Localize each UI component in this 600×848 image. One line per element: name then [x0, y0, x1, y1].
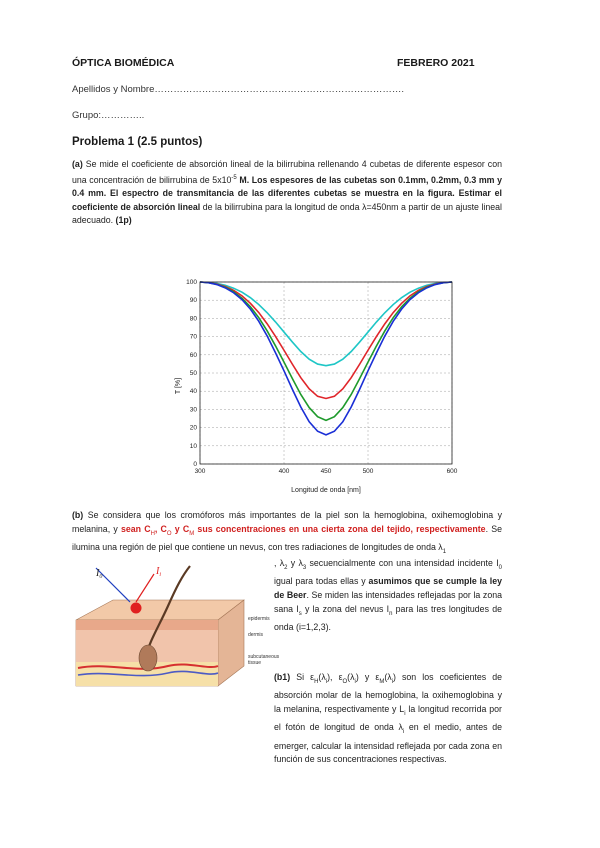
part-b1-side: (b1) Si $\varepsilon_H(\lambda_i)$, $\varepsilon_O(\lambda_i)$ y $\varepsilon_M(\lambda_i)$ son los coeficientes de absorción molar de la hemoglobina, la oxihemoglobina y la melanina, respectivamente y $L_i$ la longitud recorrida por el fotón de longitud de onda $\lambda_i$ en el medio, antes de emerger, calcular la intensidad reflejada por cada zona en función de sus concentraciones respectivas. [274, 672, 503, 765]
name-line[interactable]: Apellidos y Nombre……………………………………………………………………. [72, 84, 405, 95]
y-tick-label: 50 [189, 370, 197, 377]
x-tick-label: 450 [320, 468, 332, 475]
group-line[interactable]: Grupo:………….. [72, 110, 145, 121]
y-tick-label: 20 [189, 424, 197, 432]
x-tick-label: 400 [278, 468, 290, 475]
chart-grid [200, 282, 452, 464]
subcutaneous-label: subcutaneous [248, 654, 280, 660]
nevus-spot [131, 603, 142, 614]
chart-series [200, 282, 452, 435]
part-a-label: (a) [72, 159, 83, 169]
reflected-ray [136, 574, 154, 602]
y-tick-label: 0 [193, 461, 197, 468]
series-line-3 [200, 282, 452, 420]
part-b1-label: (b1) [274, 672, 291, 682]
x-axis-label: Longitud de onda [nm] [291, 487, 361, 494]
y-axis-label: T [%] [175, 377, 182, 395]
exam-date: FEBRERO 2021 [397, 57, 475, 69]
problem-title: Problema 1 (2.5 puntos) [72, 136, 203, 148]
series-line-4 [200, 282, 452, 435]
skin-diagram [68, 558, 280, 706]
part-b-side-text: , $\lambda_2$ y $\lambda_3$ secuencialmente con una intensidad incidente $I_0$ igual para todas ellas y asumimos que se cumple la ley de Beer. Se miden las intensidades reflejadas por la zona sana $I_s$ y la zona del nevus $I_n$ para las tres longitudes de onda (i=1,2,3). [274, 558, 502, 632]
transmittance-chart [170, 276, 460, 501]
x-tick-label: 600 [446, 468, 458, 475]
part-b-label: (b) [72, 510, 84, 520]
dermis-label: dermis [248, 632, 264, 638]
y-tick-label: 80 [189, 315, 197, 323]
y-tick-label: 10 [189, 442, 197, 450]
epidermis-layer [76, 620, 218, 630]
part-a-text: (a) Se mide el coeficiente de absorción lineal de la bilirrubina rellenando 4 cubetas de diferente espesor con una concentración de bilirrubina de $5x10^{-5}$ M. Los espesores de las cubetas son 0.1mm, 0.2mm, 0.3 mm y 0.4 mm. El espectro de transmitancia de las diferentes cubetas se muestra en la figura. Estimar el coeficiente de absorción lineal de la bilirrubina para la longitud de onda λ=450nm a partir de un ajuste lineal adecuado. (1p) [72, 159, 503, 226]
y-tick-label: 70 [189, 333, 197, 341]
course-title: ÓPTICA BIOMÉDICA [72, 57, 175, 69]
y-tick-label: 100 [186, 279, 197, 286]
part-a-points: (1p) [115, 215, 132, 226]
y-tick-label: 90 [189, 297, 197, 305]
incident-label: $I_0$ [96, 568, 103, 580]
skin-top-surface [76, 600, 244, 620]
x-tick-label: 300 [194, 468, 206, 475]
tissue-label: tissue [248, 660, 262, 666]
y-tick-label: 60 [189, 351, 197, 359]
hair-bulb [139, 645, 157, 671]
part-b-intro: (b) Se considera que los cromóforos más importantes de la piel son la hemoglobina, oxihemoglobina y melanina, y sean $C_H$, $C_O$ y $C_M$ sus concentraciones en una cierta zona del tejido, respectivamente. Se ilumina una región de piel que contiene un nevus, con tres radiaciones de longitudes de onda $\lambda_1$ [72, 510, 502, 555]
y-tick-label: 40 [189, 388, 197, 396]
x-tick-label: 500 [362, 468, 374, 475]
epidermis-label: epidermis [248, 616, 270, 622]
y-tick-label: 30 [189, 406, 197, 414]
series-line-2 [200, 282, 452, 398]
reflected-label: $I_i$ [156, 566, 162, 578]
